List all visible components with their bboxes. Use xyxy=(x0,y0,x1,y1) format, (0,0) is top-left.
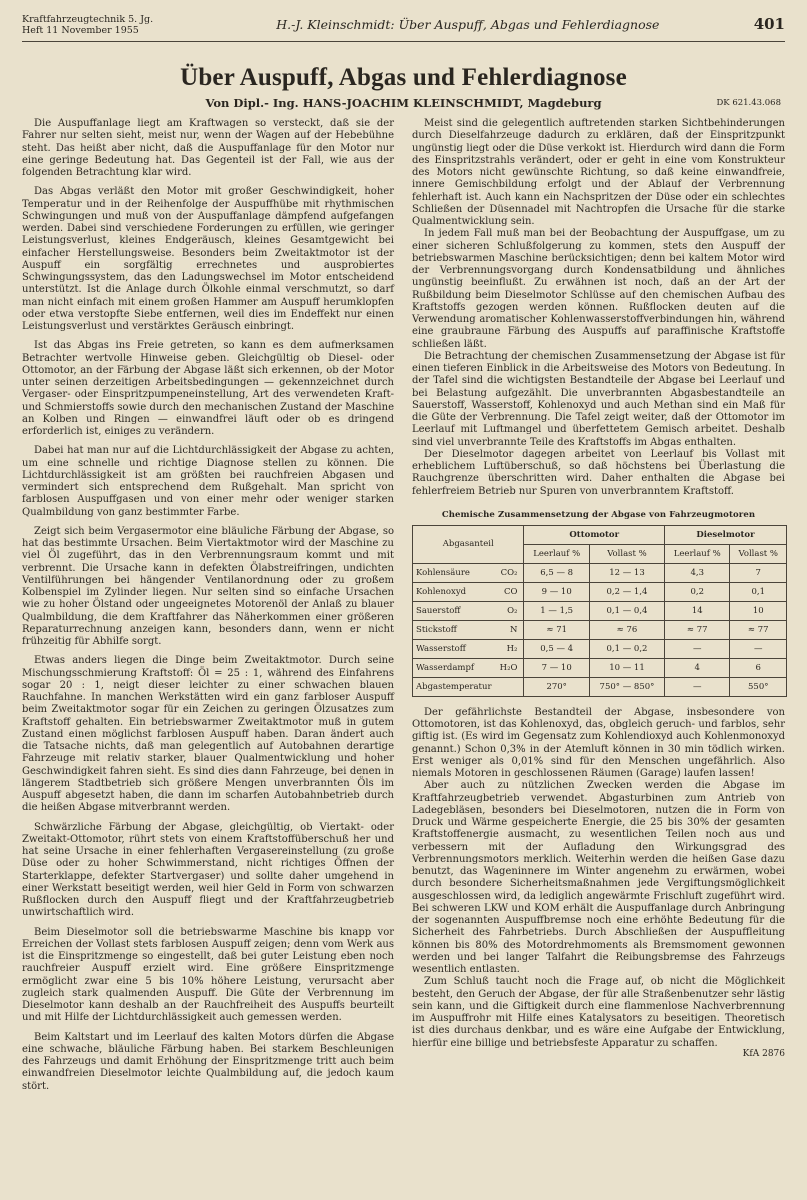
diesel-full-value: 0,1 xyxy=(730,582,787,601)
paragraph: Etwas anders liegen die Dinge beim Zweitaktmotor. Durch seine Mischungsschmierung Kraftstoff: Öl = 25 : 1, während des Einfahrens sogar 20 : 1, neigt dieser leichter zu einer schwachen blauen Rauchfahne. In manchen Werkstätten wird ein ganz farbloser Auspuff beim Zweitaktmotor sogar für ein Zeichen zu geringen Ölzusatzes zum Kraftstoff gehalten. Ein betriebswarmer Zweitaktmotor muß in gutem Zustand einen möglichst farblosen Auspuff haben. Daran ändert auch die Tatsache nichts, daß man gelegentlich auf Autobahnen derartige Fahrzeuge mit relativ starker, blauer Qualmentwicklung und hoher Geschwindigkeit fahren sieht. Es sind dies dann Fahrzeuge, bei denen in längerem Stadtbetrieb sich größere Mengen unverbrannten Öls im Auspuff abgesetzt haben, die dann im scharfen Autobahnbetrieb durch die heißen Abgase mitverbrannt werden. xyxy=(22,655,394,814)
running-header xyxy=(22,14,785,42)
table-row xyxy=(413,639,787,658)
paragraph: Aber auch zu nützlichen Zwecken werden die Abgase im Kraftfahrzeugbetrieb verwendet. Abgasturbinen zum Antrieb von Ladegebläsen, besonders bei Dieselmotoren, nutzen die in Form von Druck und Wärme gespeicherte Energie, die 25 bis 30% der gesamten Kraftstoffenergie ausmacht, zu wesentlichen Teilen noch aus und verbessern mit der Aufladung den Wirkungsgrad des Verbrennungsmotors merklich. Weiterhin werden die heißen Gase dazu benutzt, das Wageninnere im Winter angenehm zu erwärmen, wobei durch besondere Sicherheitsmaßnahmen jede Vergiftungsmöglichkeit ausgeschlossen wird, da lediglich angewärmte Frischluft zugeführt wird. Bei schweren LKW und KOM erhält die Auspuffanlage durch Anbringung der sogenannten Auspuffbremse noch eine erhöhte Bedeutung für die Sicherheit des Fahrbetriebs. Durch Abschließen der Auspuffleitung können bis 80% des Motordrehmoments als Bremsmoment gewonnen werden und bei langer Talfahrt die Reibungsbremse des Fahrzeugs wesentlich entlasten. xyxy=(412,780,785,975)
right-column xyxy=(412,118,785,1093)
component-name: Kohlensäure xyxy=(413,563,491,582)
journal-line-2: Heft 11 November 1955 xyxy=(22,25,139,36)
otto-full-value: 0,2 — 1,4 xyxy=(589,582,664,601)
table-caption: Chemische Zusammensetzung der Abgase von Fahrzeugmotoren xyxy=(441,509,756,520)
otto-idle-value: 1 — 1,5 xyxy=(524,601,589,620)
diesel-full-value: 6 xyxy=(730,658,787,677)
header-diesel: Dieselmotor xyxy=(665,525,787,544)
diesel-idle-value: 4,3 xyxy=(665,563,730,582)
table-row xyxy=(413,658,787,677)
paragraph: Das Abgas verläßt den Motor mit großer Geschwindigkeit, hoher Temperatur und in der Reihenfolge der Auspuffhübe mit rhythmischen Schwingungen und muß von der Auspuffanlage dämpfend aufgefangen werden. Dabei sind verschiedene Forderungen zu erfüllen, wie geringer Leistungsverlust, kleines Endgeräusch, kleines Gesamtgewicht bei einfacher Herstellungsweise. Besonders beim Zweitaktmotor ist der Auspuff ein sorgfältig errechnetes und ausprobiertes Schwingungssystem, das den Ladungswechsel im Motor entscheidend unterstützt. Ist die Anlage durch Ölkohle einmal verschmutzt, so darf man nicht einfach mit einem großen Hammer am Auspuff herumklopfen oder etwa verstopfte Siebe entfernen, weil dies im Endeffekt nur einen Leistungsverlust und verstärktes Geräusch einbringt. xyxy=(22,186,394,332)
component-name: Wasserstoff xyxy=(413,639,491,658)
paragraph: Der gefährlichste Bestandteil der Abgase, insbesondere von Ottomotoren, ist das Kohlenoxyd, das, obgleich geruch- und farblos, sehr giftig ist. (Es wird im Gegensatz zum Kohlendioxyd auch Kohlenmonoxyd genannt.) Schon 0,3% in der Atemluft können in 30 min tödlich wirken. Erst weniger als 0,01% sind für den Menschen ungefährlich. Also niemals Motoren in geschlossenen Räumen (Garage) laufen lassen! xyxy=(412,706,785,779)
exhaust-composition-table xyxy=(412,525,787,697)
paragraph: Schwärzliche Färbung der Abgase, gleichgültig, ob Viertakt- oder Zweitakt-Ottomotor, rührt stets von einem Kraftstoffüberschuß her und hat seine Ursache in einer fehlerhaften Vergasereinstellung (zu große Düse oder zu hoher Schwimmerstand, nicht richtiges Öffnen der Starterklappe, defekter Startvergaser) und sollte daher umgehend in einer Werkstatt beseitigt werden, weil hier Geld in Form von schwarzen Rußflocken durch den Auspuff fliegt und der Kraftfahrzeugbetrieb unwirtschaftlich wird. xyxy=(22,821,394,919)
component-formula: CO xyxy=(491,582,524,601)
component-name: Stickstoff xyxy=(413,620,491,639)
diesel-idle-value: 0,2 xyxy=(665,582,730,601)
component-name: Abgastemperatur xyxy=(413,677,524,696)
header-otto: Ottomotor xyxy=(524,525,665,544)
diesel-full-value: — xyxy=(730,639,787,658)
journal-line-1: Kraftfahrzeugtechnik 5. Jg. xyxy=(22,14,154,25)
diesel-idle-value: 14 xyxy=(665,601,730,620)
component-formula: O₂ xyxy=(491,601,524,620)
table-row xyxy=(413,620,787,639)
paragraph: Die Auspuffanlage liegt am Kraftwagen so versteckt, daß sie der Fahrer nur selten sieht, meist nur, wenn der Wagen auf der Hebebühne steht. Das heißt aber nicht, daß die Auspuffanlage für den Motor nur eine geringe Bedeutung hat. Das Gegenteil ist der Fall, wie aus der folgenden Betrachtung klar wird. xyxy=(22,118,394,178)
left-column xyxy=(22,118,394,1093)
component-name: Wasserdampf xyxy=(413,658,491,677)
header-diesel-idle: Leerlauf % xyxy=(665,544,730,563)
otto-idle-value: 9 — 10 xyxy=(524,582,589,601)
paragraph: Zeigt sich beim Vergasermotor eine bläuliche Färbung der Abgase, so hat das bestimmte Ursachen. Beim Viertaktmotor wird der Maschine zu viel Öl zugeführt, das in den Verbrennungsraum kommt und mit verbrennt. Die Ursache kann in defekten Ölabstreifringen, undichten Ventilführungen bei hängender Ventilanordnung oder zu großem Kolbenspiel im Zylinder liegen. Nur selten sind so einfache Ursachen wie zu hoher Ölstand oder ungeeignetes Motorenöl der Anlaß zu blauer Qualmbildung, die dem Kraftfahrer das Näherkommen einer größeren Reparaturrechnung anzeigen kann, besonders dann, wenn er nicht frühzeitig für Abhilfe sorgt. xyxy=(22,525,394,647)
table-row xyxy=(413,601,787,620)
end-mark: KfA 2876 xyxy=(742,1048,785,1059)
journal-info xyxy=(22,14,182,36)
header-diesel-full: Vollast % xyxy=(730,544,787,563)
paragraph: Ist das Abgas ins Freie getreten, so kann es dem aufmerksamen Betrachter wertvolle Hinweise geben. Gleichgültig ob Diesel- oder Ottomotor, an der Färbung der Abgase läßt sich erkennen, ob der Motor unter seinen derzeitigen Arbeitsbedingungen — gekennzeichnet durch Vergaser- oder Einspritzpumpeneinstellung, Art des verwendeten Kraft- und Schmierstoffs sowie durch den mechanischen Zustand der Maschine an Kolben und Ringen — einwandfrei läuft oder ob es dringend erforderlich ist, einiges zu verändern. xyxy=(22,340,394,437)
paragraph: Der Dieselmotor dagegen arbeitet von Leerlauf bis Vollast mit erheblichem Luftüberschuß, so daß höchstens bei Überlastung die Rauchgrenze überschritten wird. Daher enthalten die Abgase bei fehlerfreiem Betrieb nur Spuren von unverbranntem Kraftstoff. xyxy=(412,448,785,497)
diesel-idle-value: ≈ 77 xyxy=(665,620,730,639)
otto-idle-value: 0,5 — 4 xyxy=(524,639,589,658)
byline xyxy=(22,96,785,110)
component-formula: N xyxy=(491,620,524,639)
author-line: Von Dipl.- Ing. HANS-JOACHIM KLEINSCHMIDT, Magdeburg xyxy=(205,96,602,110)
article-title: Über Auspuff, Abgas und Fehlerdiagnose xyxy=(180,64,627,91)
page-number: 401 xyxy=(753,15,785,33)
paragraph: Dabei hat man nur auf die Lichtdurchlässigkeit der Abgase zu achten, um eine schnelle und richtige Diagnose stellen zu können. Die Lichtdurchlässigkeit ist am größten bei rauchfreien Abgasen und vermindert sich entsprechend dem Rußgehalt. Man spricht von farblosen Auspuffgasen und von einer mehr oder weniger starken Qualmbildung von ganz bestimmter Farbe. xyxy=(22,445,394,518)
otto-full-value: 0,1 — 0,2 xyxy=(589,639,664,658)
table-row xyxy=(413,582,787,601)
component-name: Kohlenoxyd xyxy=(413,582,491,601)
table-header-row xyxy=(413,525,787,544)
header-component: Abgasanteil xyxy=(413,525,524,563)
component-name: Sauerstoff xyxy=(413,601,491,620)
article-body xyxy=(22,118,785,1093)
otto-full-value: 0,1 — 0,4 xyxy=(589,601,664,620)
diesel-full-value: 7 xyxy=(730,563,787,582)
component-formula: H₂ xyxy=(491,639,524,658)
paragraph: Zum Schluß taucht noch die Frage auf, ob nicht die Möglichkeit besteht, den Geruch der Abgase, der für alle Straßenbenutzer sehr lästig sein kann, und die Giftigkeit durch eine flammenlose Nachverbrennung im Auspuffrohr mit Hilfe eines Katalysators zu beseitigen. Theoretisch ist dies durchaus denkbar, und es wäre eine Aufgabe der Entwicklung, hierfür eine billige und betriebsfeste Apparatur zu schaffen. xyxy=(412,976,785,1049)
otto-idle-value: 7 — 10 xyxy=(524,658,589,677)
otto-idle-value: 6,5 — 8 xyxy=(524,563,589,582)
dk-classification: DK 621.43.068 xyxy=(716,98,781,108)
table-row xyxy=(413,563,787,582)
header-otto-idle: Leerlauf % xyxy=(524,544,589,563)
otto-full-value: 750° — 850° xyxy=(589,677,664,696)
table-row-temperature xyxy=(413,677,787,696)
diesel-full-value: ≈ 77 xyxy=(730,620,787,639)
paragraph: Beim Dieselmotor soll die betriebswarme Maschine bis knapp vor Erreichen der Vollast stets farblosen Auspuff zeigen; denn vom Werk aus ist die Einspritzmenge so eingestellt, daß bei guter Leistung eben noch rauchfreier Auspuff erzielt wird. Eine größere Einspritzmenge ermöglicht zwar eine 5 bis 10% höhere Leistung, verursacht aber zugleich stark qualmenden Auspuff. Die Güte der Verbrennung im Dieselmotor kann deshalb an der Rauchfreiheit des Auspuffs beurteilt und mit Hilfe der Lichtdurchlässigkeit auch gemessen werden. xyxy=(22,926,394,1024)
header-otto-full: Vollast % xyxy=(589,544,664,563)
otto-full-value: 12 — 13 xyxy=(589,563,664,582)
diesel-idle-value: — xyxy=(665,639,730,658)
paragraph: In jedem Fall muß man bei der Beobachtung der Auspuffgase, um zu einer sicheren Schlußfolgerung zu kommen, stets den Auspuff der betriebswarmen Maschine berücksichtigen; denn bei kaltem Motor wird der Verbrennungsvorgang durch Kondensatbildung und ähnliches ungünstig beeinflußt. Zu erwähnen ist noch, daß an der Art der Rußbildung beim Dieselmotor Schlüsse auf den chemischen Aufbau des Kraftstoffs gezogen werden können. Rußflocken deuten auf die Verwendung aromatischer Kohlenwasserstoffverbindungen hin, während eine graubraune Färbung des Auspuffs auf paraffinische Kraftstoffe schließen läßt. xyxy=(412,228,785,350)
component-formula: CO₂ xyxy=(491,563,524,582)
paragraph: Die Betrachtung der chemischen Zusammensetzung der Abgase ist für einen tieferen Einblick in die Arbeitsweise des Motors von Bedeutung. In der Tafel sind die wichtigsten Bestandteile der Abgase bei Leerlauf und bei Belastung aufgezählt. Die unverbrannten Abgasbestandteile an Sauerstoff, Wasserstoff, Kohlenoxyd und auch Methan sind ein Maß für die Güte der Verbrennung. Die Tafel zeigt weiter, daß der Ottomotor im Leerlauf mit Luftmangel und überfettetem Gemisch arbeitet. Deshalb sind viel unverbrannte Teile des Kraftstoffs im Abgas enthalten. xyxy=(412,350,785,448)
otto-idle-value: ≈ 71 xyxy=(524,620,589,639)
diesel-full-value: 10 xyxy=(730,601,787,620)
diesel-full-value: 550° xyxy=(730,677,787,696)
paragraph: Beim Kaltstart und im Leerlauf des kalten Motors dürfen die Abgase eine schwache, bläuliche Färbung haben. Bei starkem Beschleunigen des Fahrzeugs und damit Erhöhung der Einspritzmenge tritt auch beim einwandfreien Dieselmotor leichte Qualmbildung auf, die jedoch kaum stört. xyxy=(22,1031,394,1092)
diesel-idle-value: 4 xyxy=(665,658,730,677)
otto-full-value: ≈ 76 xyxy=(589,620,664,639)
otto-full-value: 10 — 11 xyxy=(589,658,664,677)
running-title: H.-J. Kleinschmidt: Über Auspuff, Abgas und Fehlerdiagnose xyxy=(276,17,660,32)
otto-idle-value: 270° xyxy=(524,677,589,696)
diesel-idle-value: — xyxy=(665,677,730,696)
paragraph: Meist sind die gelegentlich auftretenden starken Sichtbehinderungen durch Dieselfahrzeuge dadurch zu erklären, daß der Einspritzpunkt ungünstig liegt oder die Düse verkokt ist. Hierdurch wird dann die Form des Einspritzstrahls verändert, oder er geht in eine vom Konstrukteur des Motors nicht gewünschte Richtung, so daß keine einwandfreie, innere Gemischbildung erfolgt und der Ablauf der Verbrennung fehlerhaft ist. Auch kann ein Nachspritzen der Düse oder ein schlechtes Schließen der Düsennadel mit Nachtropfen die Ursache für die starke Qualmentwicklung sein. xyxy=(412,118,785,227)
component-formula: H₂O xyxy=(491,658,524,677)
